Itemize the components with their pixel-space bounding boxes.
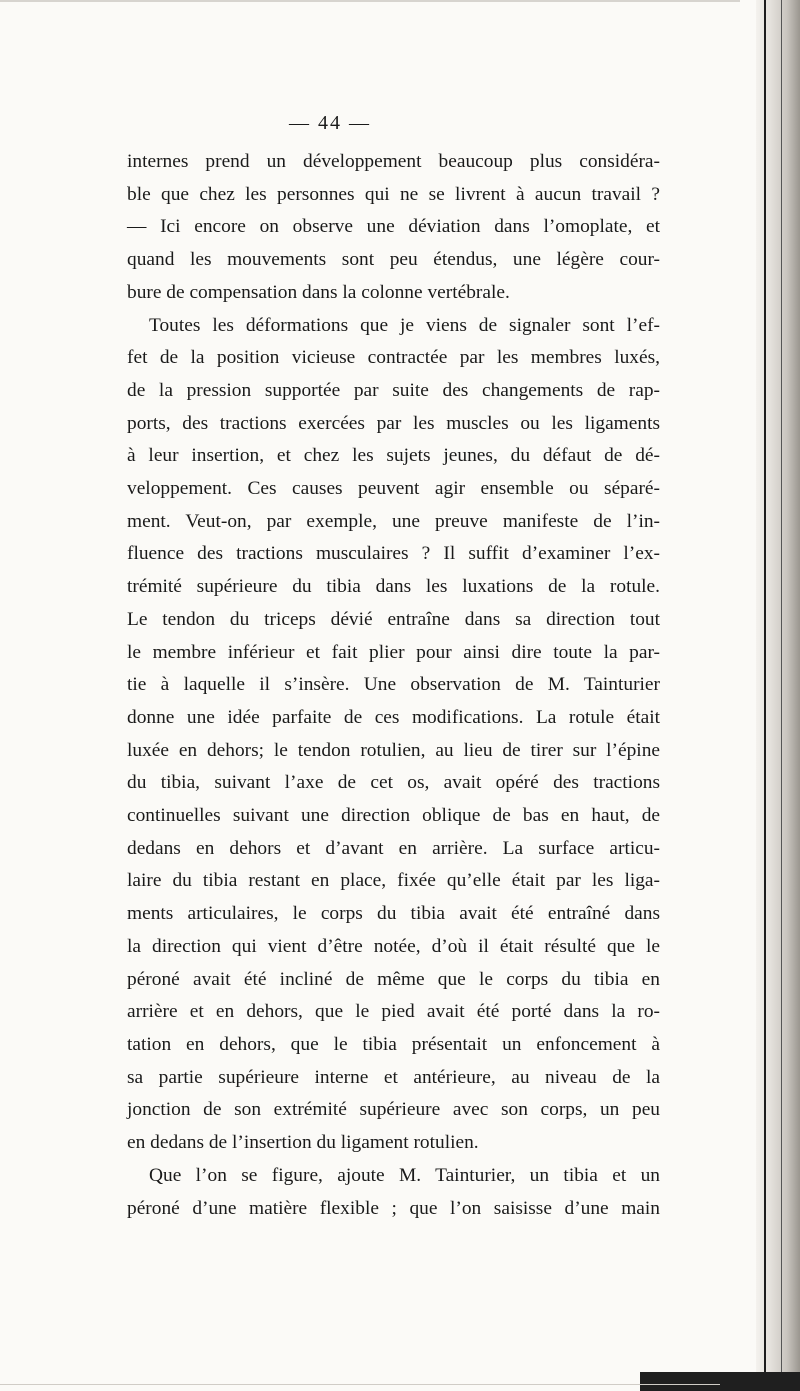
text-line: arrière et en dehors, que le pied avait été porté dans la ro- [127, 1001, 660, 1023]
page-edge-shadow [756, 0, 800, 1391]
text-line: fluence des tractions musculaires ? Il suffit d’examiner l’ex- [127, 543, 660, 565]
page-number: — 44 — [289, 112, 371, 134]
text-line: internes prend un développement beaucoup plus considéra- [127, 151, 660, 172]
top-edge-rule [0, 0, 740, 2]
spine-shadow [640, 1372, 800, 1391]
text-line: en dedans de l’insertion du ligament rotulien. [127, 1132, 479, 1154]
text-line: péroné avait été incliné de même que le corps du tibia en [127, 968, 660, 990]
text-line: Le tendon du triceps dévié entraîne dans sa direction tout [127, 608, 660, 630]
text-line: fet de la position vicieuse contractée par les membres luxés, [127, 347, 660, 369]
text-line: de la pression supportée par suite des changements de rap- [127, 379, 660, 401]
text-line: laire du tibia restant en place, fixée qu’elle était par les liga- [127, 870, 660, 892]
text-line: quand les mouvements sont peu étendus, une légère cour- [127, 249, 660, 271]
text-line: — Ici encore on observe une déviation dans l’omoplate, et [127, 216, 660, 238]
text-line: ble que chez les personnes qui ne se livrent à aucun travail ? [127, 183, 660, 205]
text-line: ments articulaires, le corps du tibia avait été entraîné dans [127, 903, 660, 925]
text-line: bure de compensation dans la colonne vertébrale. [127, 281, 510, 303]
body-text [127, 146, 660, 1225]
text-line: tation en dehors, que le tibia présentait un enfoncement à [127, 1033, 660, 1055]
text-line: le membre inférieur et fait plier pour ainsi dire toute la par- [127, 641, 660, 663]
text-line: donne une idée parfaite de ces modifications. La rotule était [127, 706, 660, 728]
text-line: Toutes les déformations que je viens de signaler sont l’ef- [149, 314, 660, 336]
text-line: ment. Veut-on, par exemple, une preuve manifeste de l’in- [127, 510, 660, 532]
text-line: continuelles suivant une direction oblique de bas en haut, de [127, 805, 660, 827]
text-line: sa partie supérieure interne et antérieure, au niveau de la [127, 1066, 660, 1088]
text-line: la direction qui vient d’être notée, d’où il était résulté que le [127, 935, 660, 957]
text-line: Que l’on se figure, ajoute M. Tainturier, un tibia et un [149, 1164, 660, 1186]
text-line: ports, des tractions exercées par les muscles ou les ligaments [127, 412, 660, 434]
text-line: dedans en dehors et d’avant en arrière. La surface articu- [127, 837, 660, 859]
text-line: trémité supérieure du tibia dans les luxations de la rotule. [127, 576, 660, 598]
text-line: luxée en dehors; le tendon rotulien, au lieu de tirer sur l’épine [127, 739, 660, 761]
page-edge-line [764, 0, 766, 1391]
page-edge-line-secondary [781, 0, 782, 1391]
text-line: du tibia, suivant l’axe de cet os, avait opéré des tractions [127, 772, 660, 794]
text-line: jonction de son extrémité supérieure avec son corps, un peu [127, 1099, 660, 1121]
bottom-edge-rule [0, 1384, 720, 1385]
text-line: à leur insertion, et chez les sujets jeunes, du défaut de dé- [127, 445, 660, 467]
text-line: tie à laquelle il s’insère. Une observation de M. Tainturier [127, 674, 660, 696]
text-line: veloppement. Ces causes peuvent agir ensemble ou séparé- [127, 478, 660, 500]
text-line: péroné d’une matière flexible ; que l’on saisisse d’une main [127, 1197, 660, 1219]
